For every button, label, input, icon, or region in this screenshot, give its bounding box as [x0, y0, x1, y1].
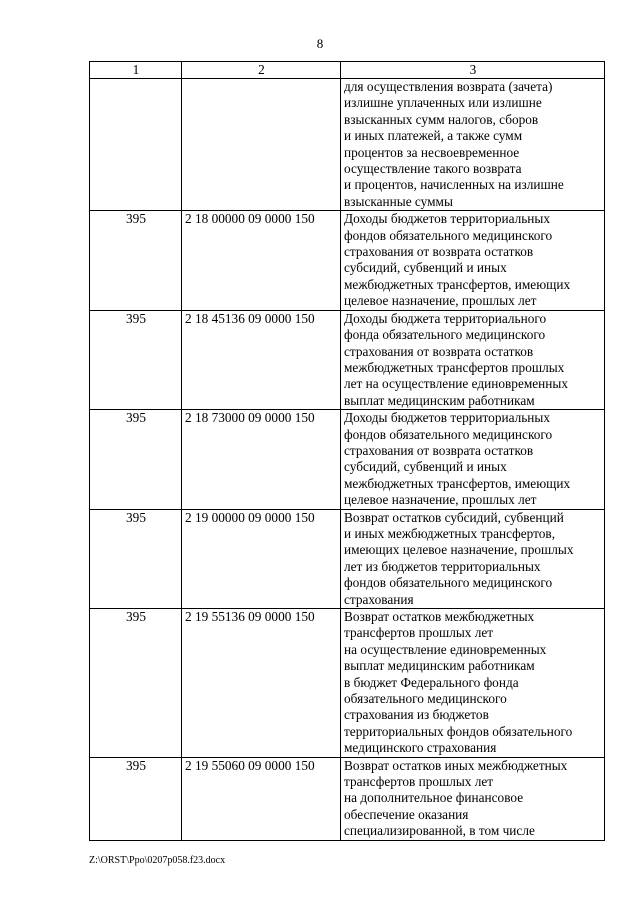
kbk-code-cell: 2 19 00000 09 0000 150	[182, 509, 341, 608]
kbk-code-cell: 2 19 55136 09 0000 150	[182, 609, 341, 758]
table-row	[90, 757, 605, 840]
income-name-cell: для осуществления возврата (зачета) излишне уплаченных или излишне взысканных сумм налогов, сборов и иных платежей, а также сумм процентов за несвоевременное осуществление такого возврата и процентов, начисленных на излишне взысканные суммы	[341, 79, 605, 211]
kbk-code-cell	[182, 79, 341, 211]
table-row	[90, 79, 605, 211]
admin-code-cell: 395	[90, 757, 182, 840]
column-header-2: 2	[182, 62, 341, 79]
income-name-cell: Доходы бюджетов территориальных фондов обязательного медицинского страхования от возврата остатков субсидий, субвенций и иных межбюджетных трансфертов, имеющих целевое назначение, прошлых лет	[341, 410, 605, 509]
admin-code-cell: 395	[90, 410, 182, 509]
income-name-cell: Доходы бюджета территориального фонда обязательного медицинского страхования от возврата остатков межбюджетных трансфертов прошлых лет на осуществление единовременных выплат медицинским работникам	[341, 310, 605, 409]
table-row	[90, 310, 605, 409]
kbk-code-cell: 2 18 00000 09 0000 150	[182, 211, 341, 310]
kbk-code-cell: 2 19 55060 09 0000 150	[182, 757, 341, 840]
admin-code-cell: 395	[90, 211, 182, 310]
income-name-cell: Возврат остатков межбюджетных трансфертов прошлых лет на осуществление единовременных выплат медицинским работникам в бюджет Федерального фонда обязательного медицинского страхования из бюджетов территориальных фондов обязательного медицинского страхования	[341, 609, 605, 758]
table-body	[90, 79, 605, 841]
income-name-cell: Возврат остатков иных межбюджетных трансфертов прошлых лет на дополнительное финансовое обеспечение оказания специализированной, в том числе	[341, 757, 605, 840]
table-row	[90, 211, 605, 310]
table-row	[90, 410, 605, 509]
income-name-cell: Доходы бюджетов территориальных фондов обязательного медицинского страхования от возврата остатков субсидий, субвенций и иных межбюджетных трансфертов, имеющих целевое назначение, прошлых лет	[341, 211, 605, 310]
table-row	[90, 509, 605, 608]
page-number: 8	[316, 36, 324, 51]
kbk-code-cell: 2 18 45136 09 0000 150	[182, 310, 341, 409]
admin-code-cell	[90, 79, 182, 211]
table-row	[90, 609, 605, 758]
classification-table	[89, 61, 605, 841]
admin-code-cell: 395	[90, 310, 182, 409]
kbk-code-cell: 2 18 73000 09 0000 150	[182, 410, 341, 509]
column-header-1: 1	[90, 62, 182, 79]
table-header	[90, 62, 605, 79]
column-header-3: 3	[341, 62, 605, 79]
admin-code-cell: 395	[90, 509, 182, 608]
income-name-cell: Возврат остатков субсидий, субвенций и иных межбюджетных трансфертов, имеющих целевое назначение, прошлых лет из бюджетов территориальных фондов обязательного медицинского страхования	[341, 509, 605, 608]
document-file-path: Z:\ORST\Ppo\0207p058.f23.docx	[89, 855, 226, 866]
admin-code-cell: 395	[90, 609, 182, 758]
